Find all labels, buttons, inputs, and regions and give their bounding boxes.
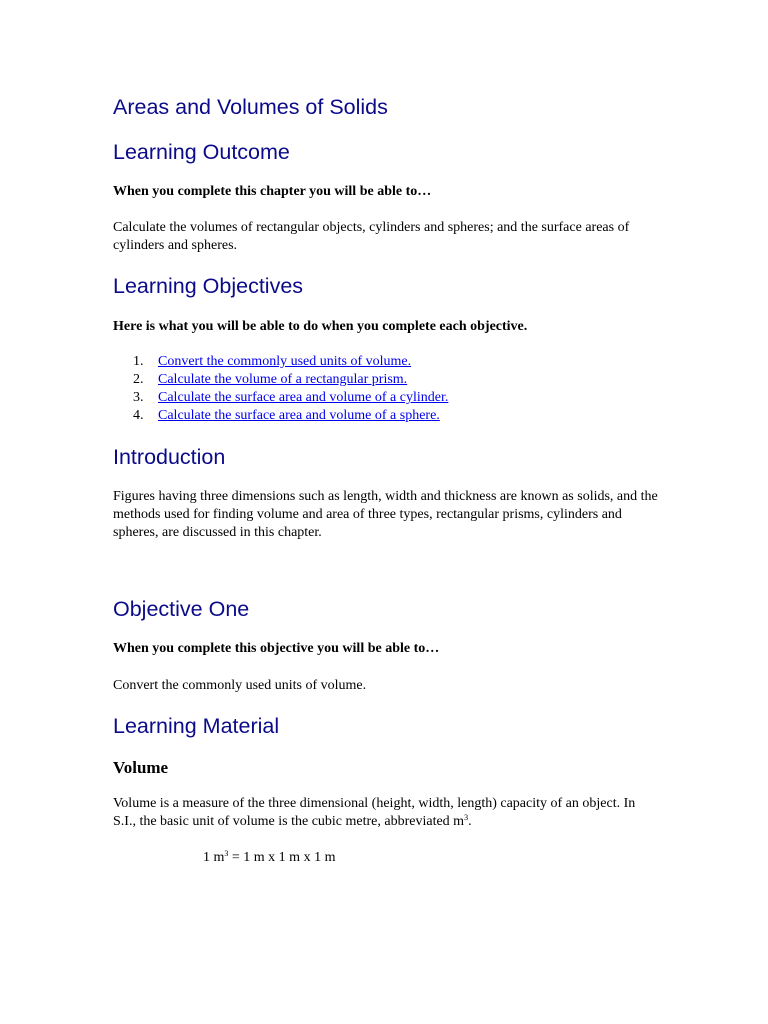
objective-link-3[interactable]: Calculate the surface area and volume of a cylinder. bbox=[158, 390, 449, 405]
objective-number: 1. bbox=[133, 354, 144, 369]
learning-outcome-heading: Learning Outcome bbox=[113, 140, 290, 164]
objective-link-4[interactable]: Calculate the surface area and volume of a sphere. bbox=[158, 408, 440, 423]
objective-link-1[interactable]: Convert the commonly used units of volume. bbox=[158, 354, 412, 369]
objectives-list bbox=[113, 353, 448, 425]
learning-material-heading: Learning Material bbox=[113, 714, 280, 738]
objective-item bbox=[113, 353, 448, 371]
objective-one-lead: When you complete this objective you will be able to… bbox=[113, 641, 440, 656]
volume-definition-end: . bbox=[468, 814, 472, 829]
formula-left: 1 m bbox=[203, 850, 225, 865]
cubic-metre-formula bbox=[203, 849, 335, 867]
volume-subheading: Volume bbox=[113, 758, 169, 777]
objective-item bbox=[113, 389, 448, 407]
objective-number: 2. bbox=[133, 372, 144, 387]
volume-definition-body: Volume is a measure of the three dimensional (height, width, length) capacity of an object. In S.I., the basic unit of volume is the cubic metre, abbreviated m bbox=[113, 796, 636, 829]
document-title: Areas and Volumes of Solids bbox=[113, 95, 388, 119]
learning-outcome-lead: When you complete this chapter you will be able to… bbox=[113, 184, 432, 199]
objective-number: 4. bbox=[133, 408, 144, 423]
formula-right: = 1 m x 1 m x 1 m bbox=[228, 850, 336, 865]
learning-objectives-heading: Learning Objectives bbox=[113, 274, 304, 298]
objective-number: 3. bbox=[133, 390, 144, 405]
objective-one-heading: Objective One bbox=[113, 597, 250, 621]
learning-outcome-text: Calculate the volumes of rectangular objects, cylinders and spheres; and the surface areas of cylinders and spheres. bbox=[113, 220, 630, 253]
objective-item bbox=[113, 371, 448, 389]
introduction-text: Figures having three dimensions such as length, width and thickness are known as solids, and the methods used for finding volume and area of three types, rectangular prisms, cylinders and spheres, are discussed in this chapter. bbox=[113, 489, 658, 540]
objective-one-text: Convert the commonly used units of volume. bbox=[113, 678, 367, 693]
formula-superscript: 3 bbox=[224, 849, 229, 858]
learning-objectives-lead: Here is what you will be able to do when you complete each objective. bbox=[113, 319, 528, 334]
cubic-superscript: 3 bbox=[464, 813, 469, 822]
objective-item bbox=[113, 407, 448, 425]
objective-link-2[interactable]: Calculate the volume of a rectangular prism. bbox=[158, 372, 408, 387]
introduction-heading: Introduction bbox=[113, 445, 226, 469]
volume-definition-text bbox=[113, 795, 658, 831]
